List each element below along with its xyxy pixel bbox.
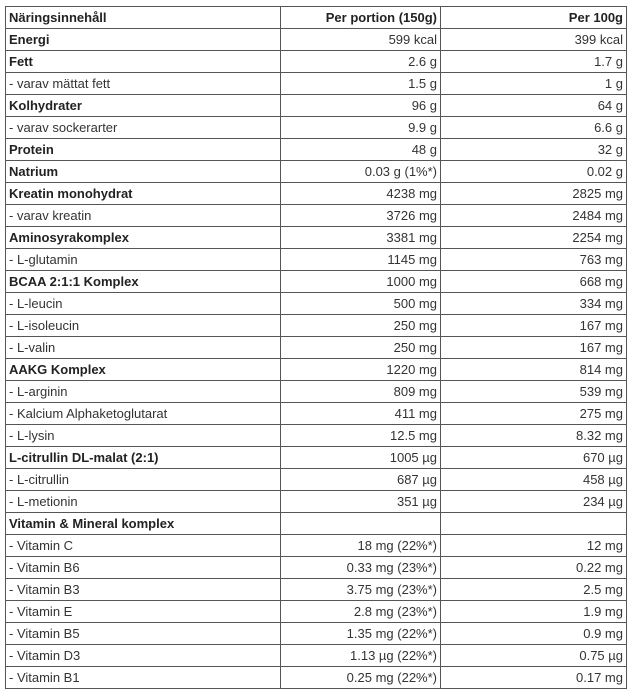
table-row: [6, 95, 627, 117]
nutrient-name: - Vitamin E: [6, 601, 281, 623]
value-per-portion: 4238 mg: [281, 183, 441, 205]
value-per-100g: 2484 mg: [441, 205, 627, 227]
nutrient-name: - Vitamin B1: [6, 667, 281, 689]
value-per-portion: 250 mg: [281, 315, 441, 337]
value-per-portion: 1005 µg: [281, 447, 441, 469]
value-per-portion: 1000 mg: [281, 271, 441, 293]
nutrient-name: Aminosyrakomplex: [6, 227, 281, 249]
value-per-100g: 0.22 mg: [441, 557, 627, 579]
value-per-100g: 12 mg: [441, 535, 627, 557]
value-per-100g: 2825 mg: [441, 183, 627, 205]
table-row: [6, 161, 627, 183]
nutrition-table: [5, 6, 627, 689]
value-per-portion: 809 mg: [281, 381, 441, 403]
value-per-100g: 814 mg: [441, 359, 627, 381]
value-per-100g: 64 g: [441, 95, 627, 117]
table-row: [6, 73, 627, 95]
value-per-100g: 0.9 mg: [441, 623, 627, 645]
table-row: [6, 249, 627, 271]
nutrient-name: - Kalcium Alphaketoglutarat: [6, 403, 281, 425]
value-per-100g: 0.17 mg: [441, 667, 627, 689]
table-row: [6, 557, 627, 579]
value-per-portion: 500 mg: [281, 293, 441, 315]
nutrient-name: Kreatin monohydrat: [6, 183, 281, 205]
nutrient-name: - Vitamin C: [6, 535, 281, 557]
value-per-100g: 1.9 mg: [441, 601, 627, 623]
nutrient-name: L-citrullin DL-malat (2:1): [6, 447, 281, 469]
table-row: [6, 205, 627, 227]
value-per-100g: 668 mg: [441, 271, 627, 293]
value-per-portion: 1.35 mg (22%*): [281, 623, 441, 645]
value-per-100g: 334 mg: [441, 293, 627, 315]
value-per-portion: 3.75 mg (23%*): [281, 579, 441, 601]
table-row: [6, 139, 627, 161]
value-per-portion: [281, 513, 441, 535]
value-per-portion: 1.13 µg (22%*): [281, 645, 441, 667]
nutrient-name: Natrium: [6, 161, 281, 183]
value-per-100g: 1 g: [441, 73, 627, 95]
value-per-portion: 3381 mg: [281, 227, 441, 249]
table-row: [6, 117, 627, 139]
table-row: [6, 645, 627, 667]
nutrient-name: Energi: [6, 29, 281, 51]
value-per-100g: 1.7 g: [441, 51, 627, 73]
nutrient-name: AAKG Komplex: [6, 359, 281, 381]
value-per-100g: 539 mg: [441, 381, 627, 403]
nutrient-name: - varav mättat fett: [6, 73, 281, 95]
nutrient-name: - L-citrullin: [6, 469, 281, 491]
nutrient-name: - L-valin: [6, 337, 281, 359]
nutrient-name: - L-leucin: [6, 293, 281, 315]
value-per-portion: 351 µg: [281, 491, 441, 513]
value-per-100g: 458 µg: [441, 469, 627, 491]
table-row: [6, 183, 627, 205]
table-row: [6, 667, 627, 689]
table-row: [6, 403, 627, 425]
nutrient-name: - L-isoleucin: [6, 315, 281, 337]
value-per-100g: 0.02 g: [441, 161, 627, 183]
value-per-portion: 48 g: [281, 139, 441, 161]
value-per-100g: 399 kcal: [441, 29, 627, 51]
table-row: [6, 359, 627, 381]
value-per-portion: 1220 mg: [281, 359, 441, 381]
value-per-100g: 167 mg: [441, 315, 627, 337]
value-per-100g: 2.5 mg: [441, 579, 627, 601]
value-per-100g: 0.75 µg: [441, 645, 627, 667]
nutrient-name: - L-metionin: [6, 491, 281, 513]
nutrient-name: - L-arginin: [6, 381, 281, 403]
nutrient-name: - Vitamin B6: [6, 557, 281, 579]
value-per-portion: 0.33 mg (23%*): [281, 557, 441, 579]
table-row: [6, 315, 627, 337]
value-per-100g: 2254 mg: [441, 227, 627, 249]
header-name: Näringsinnehåll: [6, 7, 281, 29]
nutrient-name: - varav sockerarter: [6, 117, 281, 139]
value-per-portion: 687 µg: [281, 469, 441, 491]
value-per-100g: 32 g: [441, 139, 627, 161]
nutrient-name: - Vitamin B3: [6, 579, 281, 601]
table-row: [6, 271, 627, 293]
nutrient-name: - varav kreatin: [6, 205, 281, 227]
value-per-100g: 763 mg: [441, 249, 627, 271]
value-per-100g: 167 mg: [441, 337, 627, 359]
table-row: [6, 491, 627, 513]
value-per-portion: 3726 mg: [281, 205, 441, 227]
value-per-100g: [441, 513, 627, 535]
table-row: [6, 579, 627, 601]
value-per-portion: 250 mg: [281, 337, 441, 359]
value-per-portion: 599 kcal: [281, 29, 441, 51]
value-per-portion: 18 mg (22%*): [281, 535, 441, 557]
value-per-100g: 275 mg: [441, 403, 627, 425]
table-row: [6, 227, 627, 249]
header-row: [6, 7, 627, 29]
value-per-portion: 9.9 g: [281, 117, 441, 139]
value-per-100g: 8.32 mg: [441, 425, 627, 447]
value-per-portion: 2.8 mg (23%*): [281, 601, 441, 623]
table-row: [6, 51, 627, 73]
value-per-portion: 1.5 g: [281, 73, 441, 95]
value-per-100g: 6.6 g: [441, 117, 627, 139]
value-per-portion: 411 mg: [281, 403, 441, 425]
table-row: [6, 381, 627, 403]
table-row: [6, 601, 627, 623]
header-per-portion: Per portion (150g): [281, 7, 441, 29]
nutrient-name: Protein: [6, 139, 281, 161]
table-row: [6, 623, 627, 645]
table-row: [6, 293, 627, 315]
table-row: [6, 425, 627, 447]
value-per-portion: 96 g: [281, 95, 441, 117]
table-row: [6, 513, 627, 535]
table-row: [6, 535, 627, 557]
nutrient-name: Vitamin & Mineral komplex: [6, 513, 281, 535]
value-per-portion: 12.5 mg: [281, 425, 441, 447]
table-row: [6, 447, 627, 469]
nutrient-name: BCAA 2:1:1 Komplex: [6, 271, 281, 293]
nutrient-name: - Vitamin D3: [6, 645, 281, 667]
value-per-portion: 0.25 mg (22%*): [281, 667, 441, 689]
value-per-100g: 234 µg: [441, 491, 627, 513]
value-per-100g: 670 µg: [441, 447, 627, 469]
table-row: [6, 337, 627, 359]
table-row: [6, 29, 627, 51]
value-per-portion: 2.6 g: [281, 51, 441, 73]
nutrient-name: Kolhydrater: [6, 95, 281, 117]
nutrient-name: - Vitamin B5: [6, 623, 281, 645]
value-per-portion: 0.03 g (1%*): [281, 161, 441, 183]
nutrient-name: Fett: [6, 51, 281, 73]
table-row: [6, 469, 627, 491]
nutrient-name: - L-glutamin: [6, 249, 281, 271]
nutrient-name: - L-lysin: [6, 425, 281, 447]
value-per-portion: 1145 mg: [281, 249, 441, 271]
header-per-100g: Per 100g: [441, 7, 627, 29]
